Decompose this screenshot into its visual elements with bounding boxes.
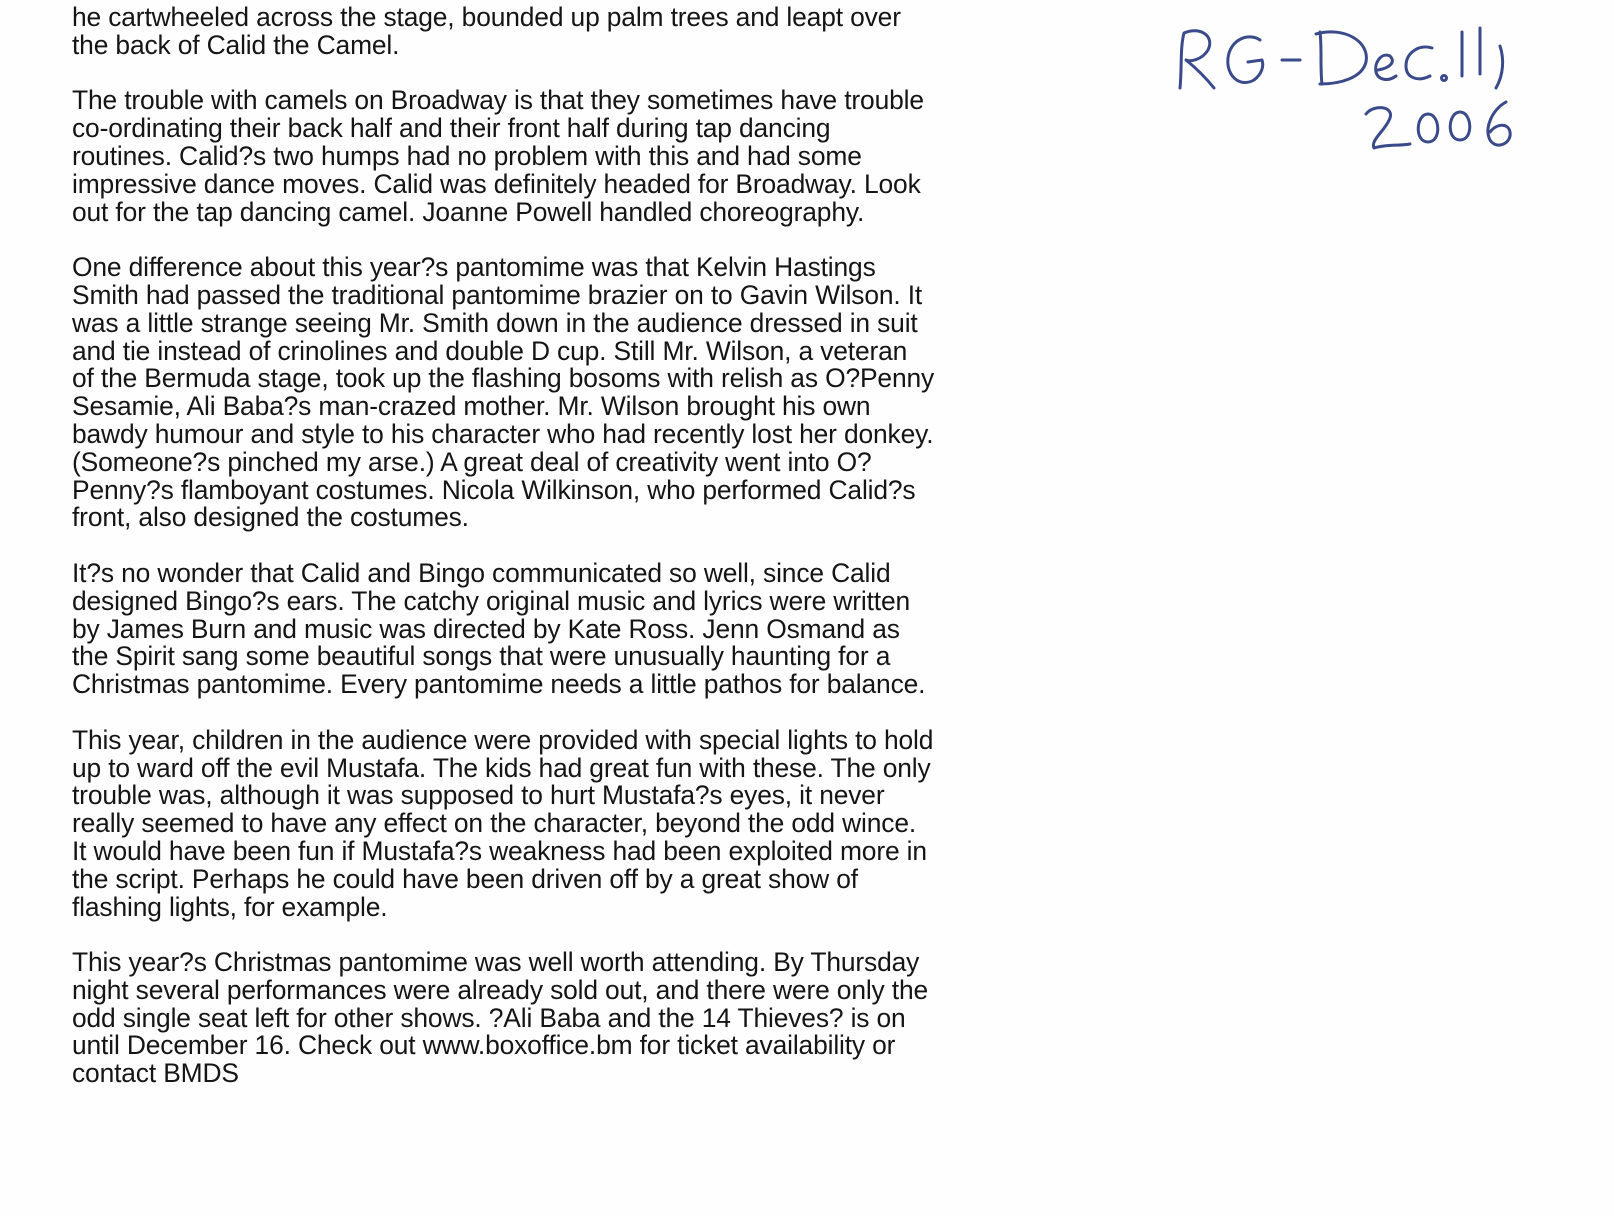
article-paragraph-3: One difference about this year?s pantomime was that Kelvin Hastings Smith had passed the traditional pantomime brazier on to Gavin Wilson. It was a little strange seeing Mr. Smith down in the audience dressed in suit and tie instead of crinolines and double D cup. Still Mr. Wilson, a veteran of the Bermuda stage, took up the flashing bosoms with relish as O?Penny Sesamie, Ali Baba?s man-crazed mother. Mr. Wilson brought his own bawdy humour and style to his character who had recently lost her donkey. (Someone?s pinched my arse.) A great deal of creativity went into O? Penny?s flamboyant costumes. Nicola Wilkinson, who performed Calid?s front, also designed the costumes. bbox=[72, 252, 935, 533]
handwriting-drawing bbox=[1170, 18, 1590, 158]
article-body bbox=[72, 4, 1062, 1116]
article-paragraph-6: This year?s Christmas pantomime was well worth attending. By Thursday night several performances were already sold out, and there were only the odd single seat left for other shows. ?Ali Baba and the 14 Thieves? is on until December 16. Check out www.boxoffice.bm for ticket availability or contact BMDS bbox=[72, 947, 929, 1089]
article-paragraph-4: It?s no wonder that Calid and Bingo communicated so well, since Calid designed Bingo?s ears. The catchy original music and lyrics were written by James Burn and music was directed by Kate Ross. Jenn Osmand as the Spirit sang some beautiful songs that were unusually haunting for a Christmas pantomime. Every pantomime needs a little pathos for balance. bbox=[72, 557, 926, 700]
article-paragraph-5: This year, children in the audience were provided with special lights to hold up to ward off the evil Mustafa. The kids had great fun with these. The only trouble was, although it was supposed to hurt Mustafa?s eyes, it never really seemed to have any effect on the character, beyond the odd wince. It would have been fun if Mustafa?s weakness had been exploited more in the script. Perhaps he could have been driven off by a great show of flashing lights, for example. bbox=[72, 724, 934, 922]
article-paragraph-1: he cartwheeled across the stage, bounded up palm trees and leapt over the back of Calid the Camel. bbox=[72, 2, 901, 60]
handwritten-date-annotation bbox=[1170, 18, 1590, 158]
article-paragraph-2: The trouble with camels on Broadway is that they sometimes have trouble co-ordinating their back half and their front half during tap dancing routines. Calid?s two humps had no problem with this and had some impressive dance moves. Calid was definitely headed for Broadway. Look out for the tap dancing camel. Joanne Powell handled choreography. bbox=[72, 85, 924, 227]
